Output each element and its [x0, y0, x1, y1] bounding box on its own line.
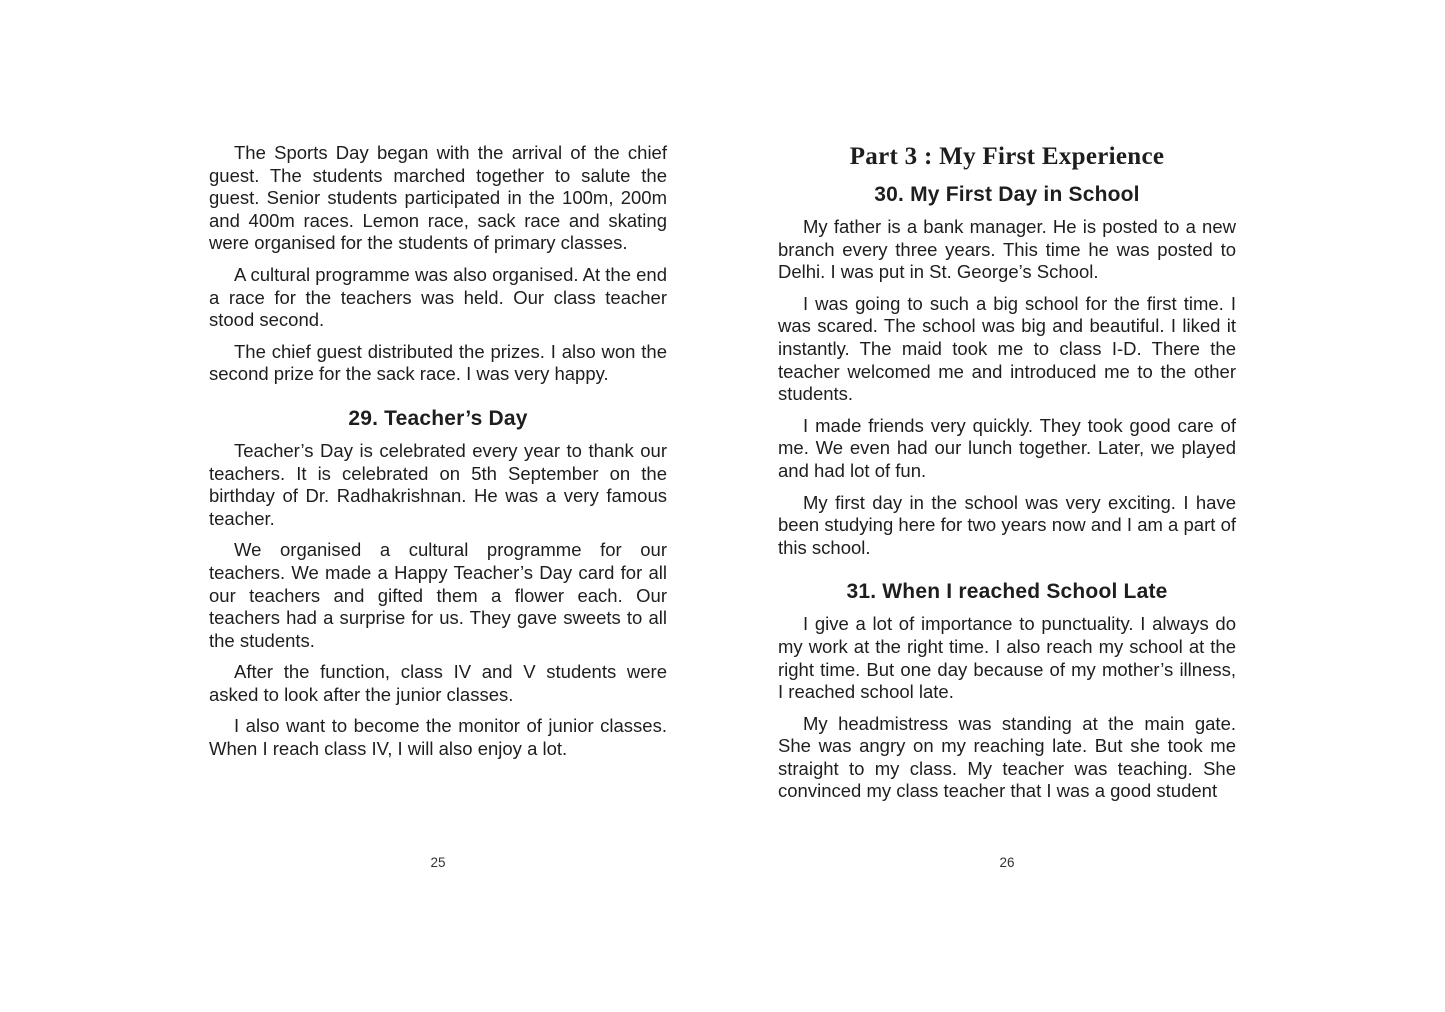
paragraph: Teacher’s Day is celebrated every year to thank our teachers. It is celebrated on 5th September on the birthday of Dr. Radhakrishnan. He was a very famous teacher.	[209, 439, 667, 529]
right-page	[722, 0, 1445, 1012]
left-page	[0, 0, 722, 1012]
paragraph: I give a lot of importance to punctuality. I always do my work at the right time. I also reach my school at the right time. But one day because of my mother’s illness, I reached school late.	[778, 613, 1236, 703]
paragraph: I made friends very quickly. They took good care of me. We even had our lunch together. Later, we played and had lot of fun.	[778, 414, 1236, 481]
section-heading-first-day: 30. My First Day in School	[874, 183, 1140, 206]
page-number: 26	[999, 855, 1015, 870]
paragraph: After the function, class IV and V students were asked to look after the junior classes.	[209, 661, 667, 705]
paragraph: A cultural programme was also organised. At the end a race for the teachers was held. Our class teacher stood second.	[209, 263, 667, 331]
right-text-column	[778, 142, 1236, 812]
section-heading-teachers-day: 29. Teacher’s Day	[348, 406, 528, 430]
left-text-column	[209, 142, 667, 770]
paragraph: My father is a bank manager. He is posted to a new branch every three years. This time he was posted to Delhi. I was put in St. George’s School.	[778, 216, 1236, 283]
paragraph: We organised a cultural programme for our teachers. We made a Happy Teacher’s Day card for all our teachers and gifted them a flower each. Our teachers had a surprise for us. They gave sweets to all the students.	[209, 539, 667, 651]
paragraph: The Sports Day began with the arrival of the chief guest. The students marched together to salute the guest. Senior students participated in the 100m, 200m and 400m races. Lemon race, sack race and skating were organised for the students of primary classes.	[209, 142, 667, 254]
part-title: Part 3 : My First Experience	[849, 143, 1165, 170]
paragraph: I also want to become the monitor of junior classes. When I reach class IV, I will also enjoy a lot.	[209, 715, 667, 760]
page-number: 25	[430, 855, 446, 870]
paragraph: I was going to such a big school for the first time. I was scared. The school was big and beautiful. I liked it instantly. The maid took me to class I-D. There the teacher welcomed me and introduced me to the other students.	[778, 292, 1236, 405]
paragraph: My headmistress was standing at the main gate. She was angry on my reaching late. But she took me straight to my class. My teacher was teaching. She convinced my class teacher that I was a good student	[778, 712, 1236, 802]
paragraph: The chief guest distributed the prizes. I also won the second prize for the sack race. I was very happy.	[209, 340, 667, 385]
paragraph: My first day in the school was very exciting. I have been studying here for two years now and I am a part of this school.	[778, 491, 1236, 558]
section-heading-school-late: 31. When I reached School Late	[846, 580, 1168, 604]
